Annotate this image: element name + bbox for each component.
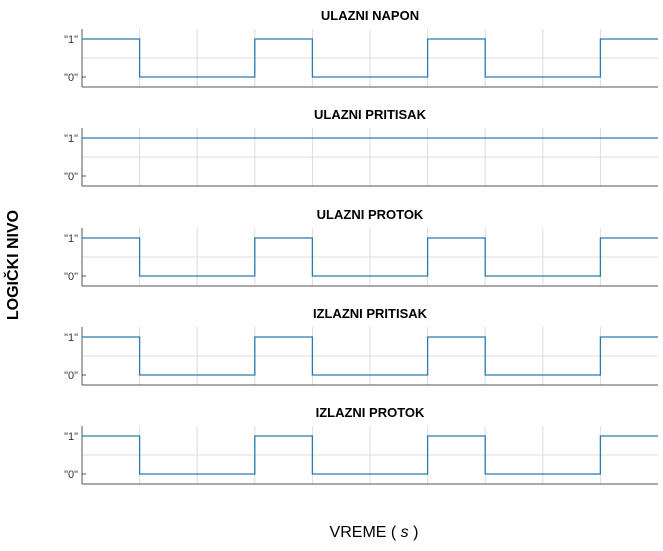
- subplot-title: ULAZNI PRITISAK: [314, 107, 426, 122]
- subplot-5: [64, 405, 658, 484]
- y-axis-label: LOGIČKI NIVO: [5, 209, 22, 321]
- subplot-title: IZLAZNI PRITISAK: [312, 306, 428, 321]
- y-tick-label: "0": [64, 469, 78, 481]
- y-tick-label: "1": [64, 34, 78, 46]
- y-tick-label: "0": [64, 171, 78, 183]
- subplot-title: ULAZNI PROTOK: [316, 207, 424, 222]
- y-tick-label: "1": [64, 431, 78, 443]
- subplot-2: [64, 107, 658, 186]
- y-tick-label: "0": [64, 271, 78, 283]
- subplot-title: IZLAZNI PROTOK: [315, 405, 425, 420]
- subplot-4: [64, 306, 658, 385]
- y-tick-label: "0": [64, 370, 78, 382]
- subplot-1: [64, 8, 658, 87]
- subplot-title: ULAZNI NAPON: [320, 8, 420, 23]
- x-axis-label-text: VREME: [329, 524, 387, 541]
- y-tick-label: "1": [64, 133, 78, 145]
- subplot-3: [64, 207, 658, 286]
- x-axis-unit: s: [400, 524, 409, 541]
- x-axis-label: VREME ( s ): [329, 524, 419, 541]
- y-tick-label: "1": [64, 233, 78, 245]
- y-tick-label: "1": [64, 332, 78, 344]
- y-tick-label: "0": [64, 72, 78, 84]
